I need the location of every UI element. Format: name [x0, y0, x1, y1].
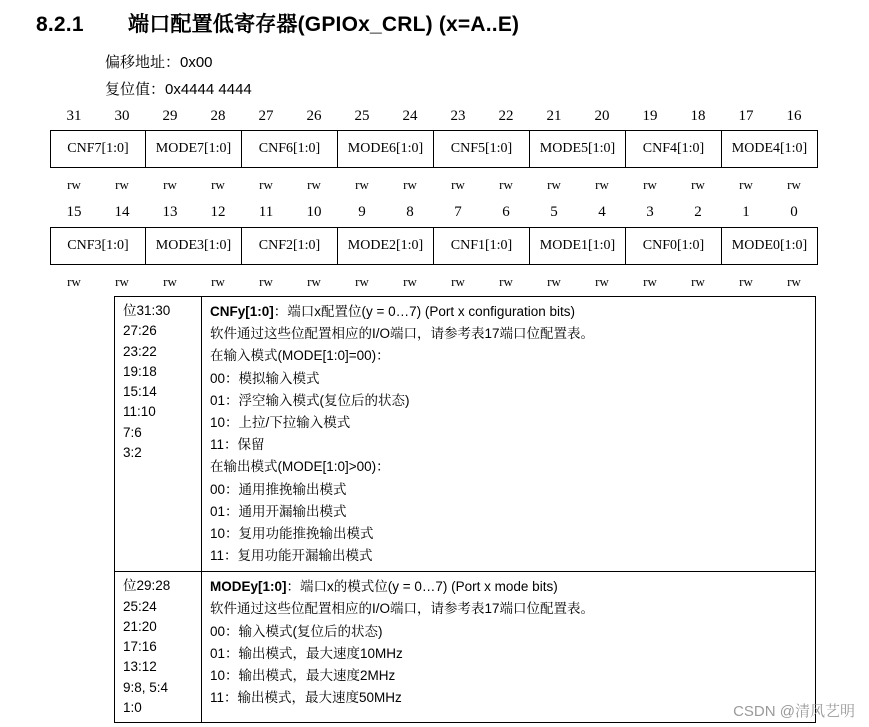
register-field-mode0: MODE0[1:0]	[722, 227, 818, 265]
access-type: rw	[163, 177, 177, 192]
access-type: rw	[787, 274, 801, 289]
description-line: 00：通用推挽输出模式	[210, 481, 347, 497]
access-type: rw	[595, 177, 609, 192]
access-type: rw	[355, 177, 369, 192]
access-type: rw	[67, 274, 81, 289]
register-field-cnf6: CNF6[1:0]	[242, 130, 338, 168]
register-field-cnf7: CNF7[1:0]	[51, 130, 146, 168]
access-type: rw	[739, 177, 753, 192]
lower-register-fields	[50, 227, 818, 265]
bit-number: 12	[210, 204, 226, 220]
description-line: 11：保留	[210, 437, 265, 453]
register-title: 端口配置低寄存器(GPIOx_CRL) (x=A..E)	[128, 13, 520, 36]
bit-number: 17	[738, 108, 754, 124]
access-type: rw	[739, 274, 753, 289]
register-field-mode6: MODE6[1:0]	[338, 130, 434, 168]
bit-position: 21:20	[123, 618, 157, 634]
description-line: 01：输出模式，最大速度10MHz	[210, 645, 403, 661]
bit-number: 9	[358, 204, 366, 220]
access-type: rw	[115, 274, 129, 289]
access-type: rw	[211, 274, 225, 289]
description-line	[210, 576, 815, 598]
bit-position: 17:16	[123, 639, 157, 655]
field-name: CNFy[1:0]	[210, 304, 274, 319]
bit-position: 7:6	[123, 424, 142, 440]
access-type: rw	[355, 274, 369, 289]
upper-bit-numbers	[50, 108, 818, 130]
register-field-mode2: MODE2[1:0]	[338, 227, 434, 265]
bit-number: 10	[306, 204, 322, 220]
access-type: rw	[595, 274, 609, 289]
bit-number: 26	[306, 108, 322, 124]
bit-position: 27:26	[123, 323, 157, 339]
field-description-table	[114, 296, 816, 723]
register-field-cnf5: CNF5[1:0]	[434, 130, 530, 168]
lower-bit-numbers	[50, 204, 818, 226]
register-field-mode1: MODE1[1:0]	[530, 227, 626, 265]
access-type: rw	[499, 274, 513, 289]
register-field-cnf2: CNF2[1:0]	[242, 227, 338, 265]
bit-number: 16	[786, 108, 802, 124]
table-row	[115, 572, 816, 723]
access-type: rw	[211, 177, 225, 192]
access-type: rw	[163, 274, 177, 289]
bit-position: 1:0	[123, 700, 142, 716]
bit-number: 24	[402, 108, 418, 124]
lower-access-row	[50, 274, 818, 296]
description-line: 01：浮空输入模式(复位后的状态)	[210, 392, 410, 408]
bit-position: 11:10	[123, 404, 156, 420]
register-field-cnf4: CNF4[1:0]	[626, 130, 722, 168]
field-name: MODEy[1:0]	[210, 579, 287, 595]
access-type: rw	[547, 177, 561, 192]
bit-number: 5	[550, 204, 558, 220]
bit-number: 29	[162, 108, 178, 124]
bit-number: 21	[546, 108, 562, 124]
section-number: 8.2.1	[36, 13, 84, 36]
offset-address: 偏移地址：0x00	[105, 54, 213, 71]
access-type: rw	[691, 274, 705, 289]
access-type: rw	[67, 177, 81, 192]
description-line: 10：输出模式，最大速度2MHz	[210, 668, 396, 683]
register-field-mode4: MODE4[1:0]	[722, 130, 818, 168]
access-type: rw	[403, 274, 417, 289]
access-type: rw	[259, 274, 273, 289]
field-description-cell	[202, 572, 816, 723]
bit-number: 22	[498, 108, 514, 124]
access-type: rw	[307, 177, 321, 192]
table-row	[115, 297, 816, 572]
register-field-mode7: MODE7[1:0]	[146, 130, 242, 168]
bit-number: 23	[450, 108, 466, 124]
bit-number: 19	[642, 108, 658, 124]
upper-register-fields	[50, 130, 818, 168]
bit-number: 28	[210, 108, 226, 124]
access-type: rw	[403, 177, 417, 192]
field-summary: ：端口x配置位(y = 0…7) (Port x configuration bits)	[273, 304, 575, 319]
bit-positions-cell	[115, 572, 202, 723]
access-type: rw	[115, 177, 129, 192]
bit-position: 25:24	[123, 598, 157, 614]
bit-number: 6	[502, 204, 510, 220]
bit-position: 13:12	[123, 659, 157, 675]
access-type: rw	[643, 177, 657, 192]
bit-number: 14	[114, 204, 130, 220]
register-field-cnf1: CNF1[1:0]	[434, 227, 530, 265]
upper-access-row	[50, 177, 818, 199]
access-type: rw	[259, 177, 273, 192]
access-type: rw	[691, 177, 705, 192]
bit-position: 位31:30	[123, 303, 171, 318]
access-type: rw	[499, 177, 513, 192]
bit-number: 3	[646, 204, 654, 220]
field-description-cell	[202, 297, 816, 572]
bit-number: 8	[406, 204, 414, 220]
bit-number: 18	[690, 108, 706, 124]
description-line	[210, 301, 815, 323]
bit-position: 3:2	[123, 445, 142, 461]
bit-number: 7	[454, 204, 462, 220]
description-line: 软件通过这些位配置相应的I/O端口，请参考表17端口位配置表。	[210, 326, 595, 342]
description-line: 11：复用功能开漏输出模式	[210, 548, 373, 564]
bit-number: 30	[114, 108, 130, 124]
field-summary: ：端口x的模式位(y = 0…7) (Port x mode bits)	[286, 579, 558, 595]
register-field-mode3: MODE3[1:0]	[146, 227, 242, 265]
bit-number: 27	[258, 108, 274, 124]
description-line: 10：上拉/下拉输入模式	[210, 414, 351, 430]
bit-number: 13	[162, 204, 178, 220]
bit-number: 2	[694, 204, 702, 220]
description-line: 软件通过这些位配置相应的I/O端口，请参考表17端口位配置表。	[210, 601, 595, 617]
description-line: 11：输出模式，最大速度50MHz	[210, 690, 402, 706]
bit-position: 9:8, 5:4	[123, 679, 169, 695]
description-line: 10：复用功能推挽输出模式	[210, 525, 374, 541]
description-line: 01：通用开漏输出模式	[210, 503, 347, 519]
bit-number: 15	[66, 204, 82, 220]
bit-number: 31	[66, 108, 82, 124]
bit-number: 11	[258, 204, 274, 220]
bit-position: 15:14	[123, 384, 157, 400]
access-type: rw	[643, 274, 657, 289]
section-title	[36, 8, 519, 38]
bit-number: 1	[742, 204, 750, 220]
access-type: rw	[451, 274, 465, 289]
description-line: 在输出模式(MODE[1:0]>00)：	[210, 459, 390, 475]
description-line: 在输入模式(MODE[1:0]=00)：	[210, 348, 390, 364]
bit-position: 位29:28	[123, 578, 171, 594]
description-line: 00：输入模式(复位后的状态)	[210, 623, 383, 639]
watermark: CSDN @清风艺明	[733, 703, 855, 720]
bit-position: 19:18	[123, 363, 157, 379]
bit-position: 23:22	[123, 343, 157, 359]
bit-number: 25	[354, 108, 370, 124]
bit-number: 0	[790, 204, 798, 220]
bit-number: 20	[594, 108, 610, 124]
access-type: rw	[547, 274, 561, 289]
access-type: rw	[787, 177, 801, 192]
register-field-cnf0: CNF0[1:0]	[626, 227, 722, 265]
access-type: rw	[451, 177, 465, 192]
register-field-cnf3: CNF3[1:0]	[51, 227, 146, 265]
register-field-mode5: MODE5[1:0]	[530, 130, 626, 168]
description-line: 00：模拟输入模式	[210, 370, 320, 386]
access-type: rw	[307, 274, 321, 289]
bit-number: 4	[598, 204, 606, 220]
reset-value: 复位值：0x4444 4444	[105, 81, 252, 98]
bit-positions-cell	[115, 297, 202, 572]
